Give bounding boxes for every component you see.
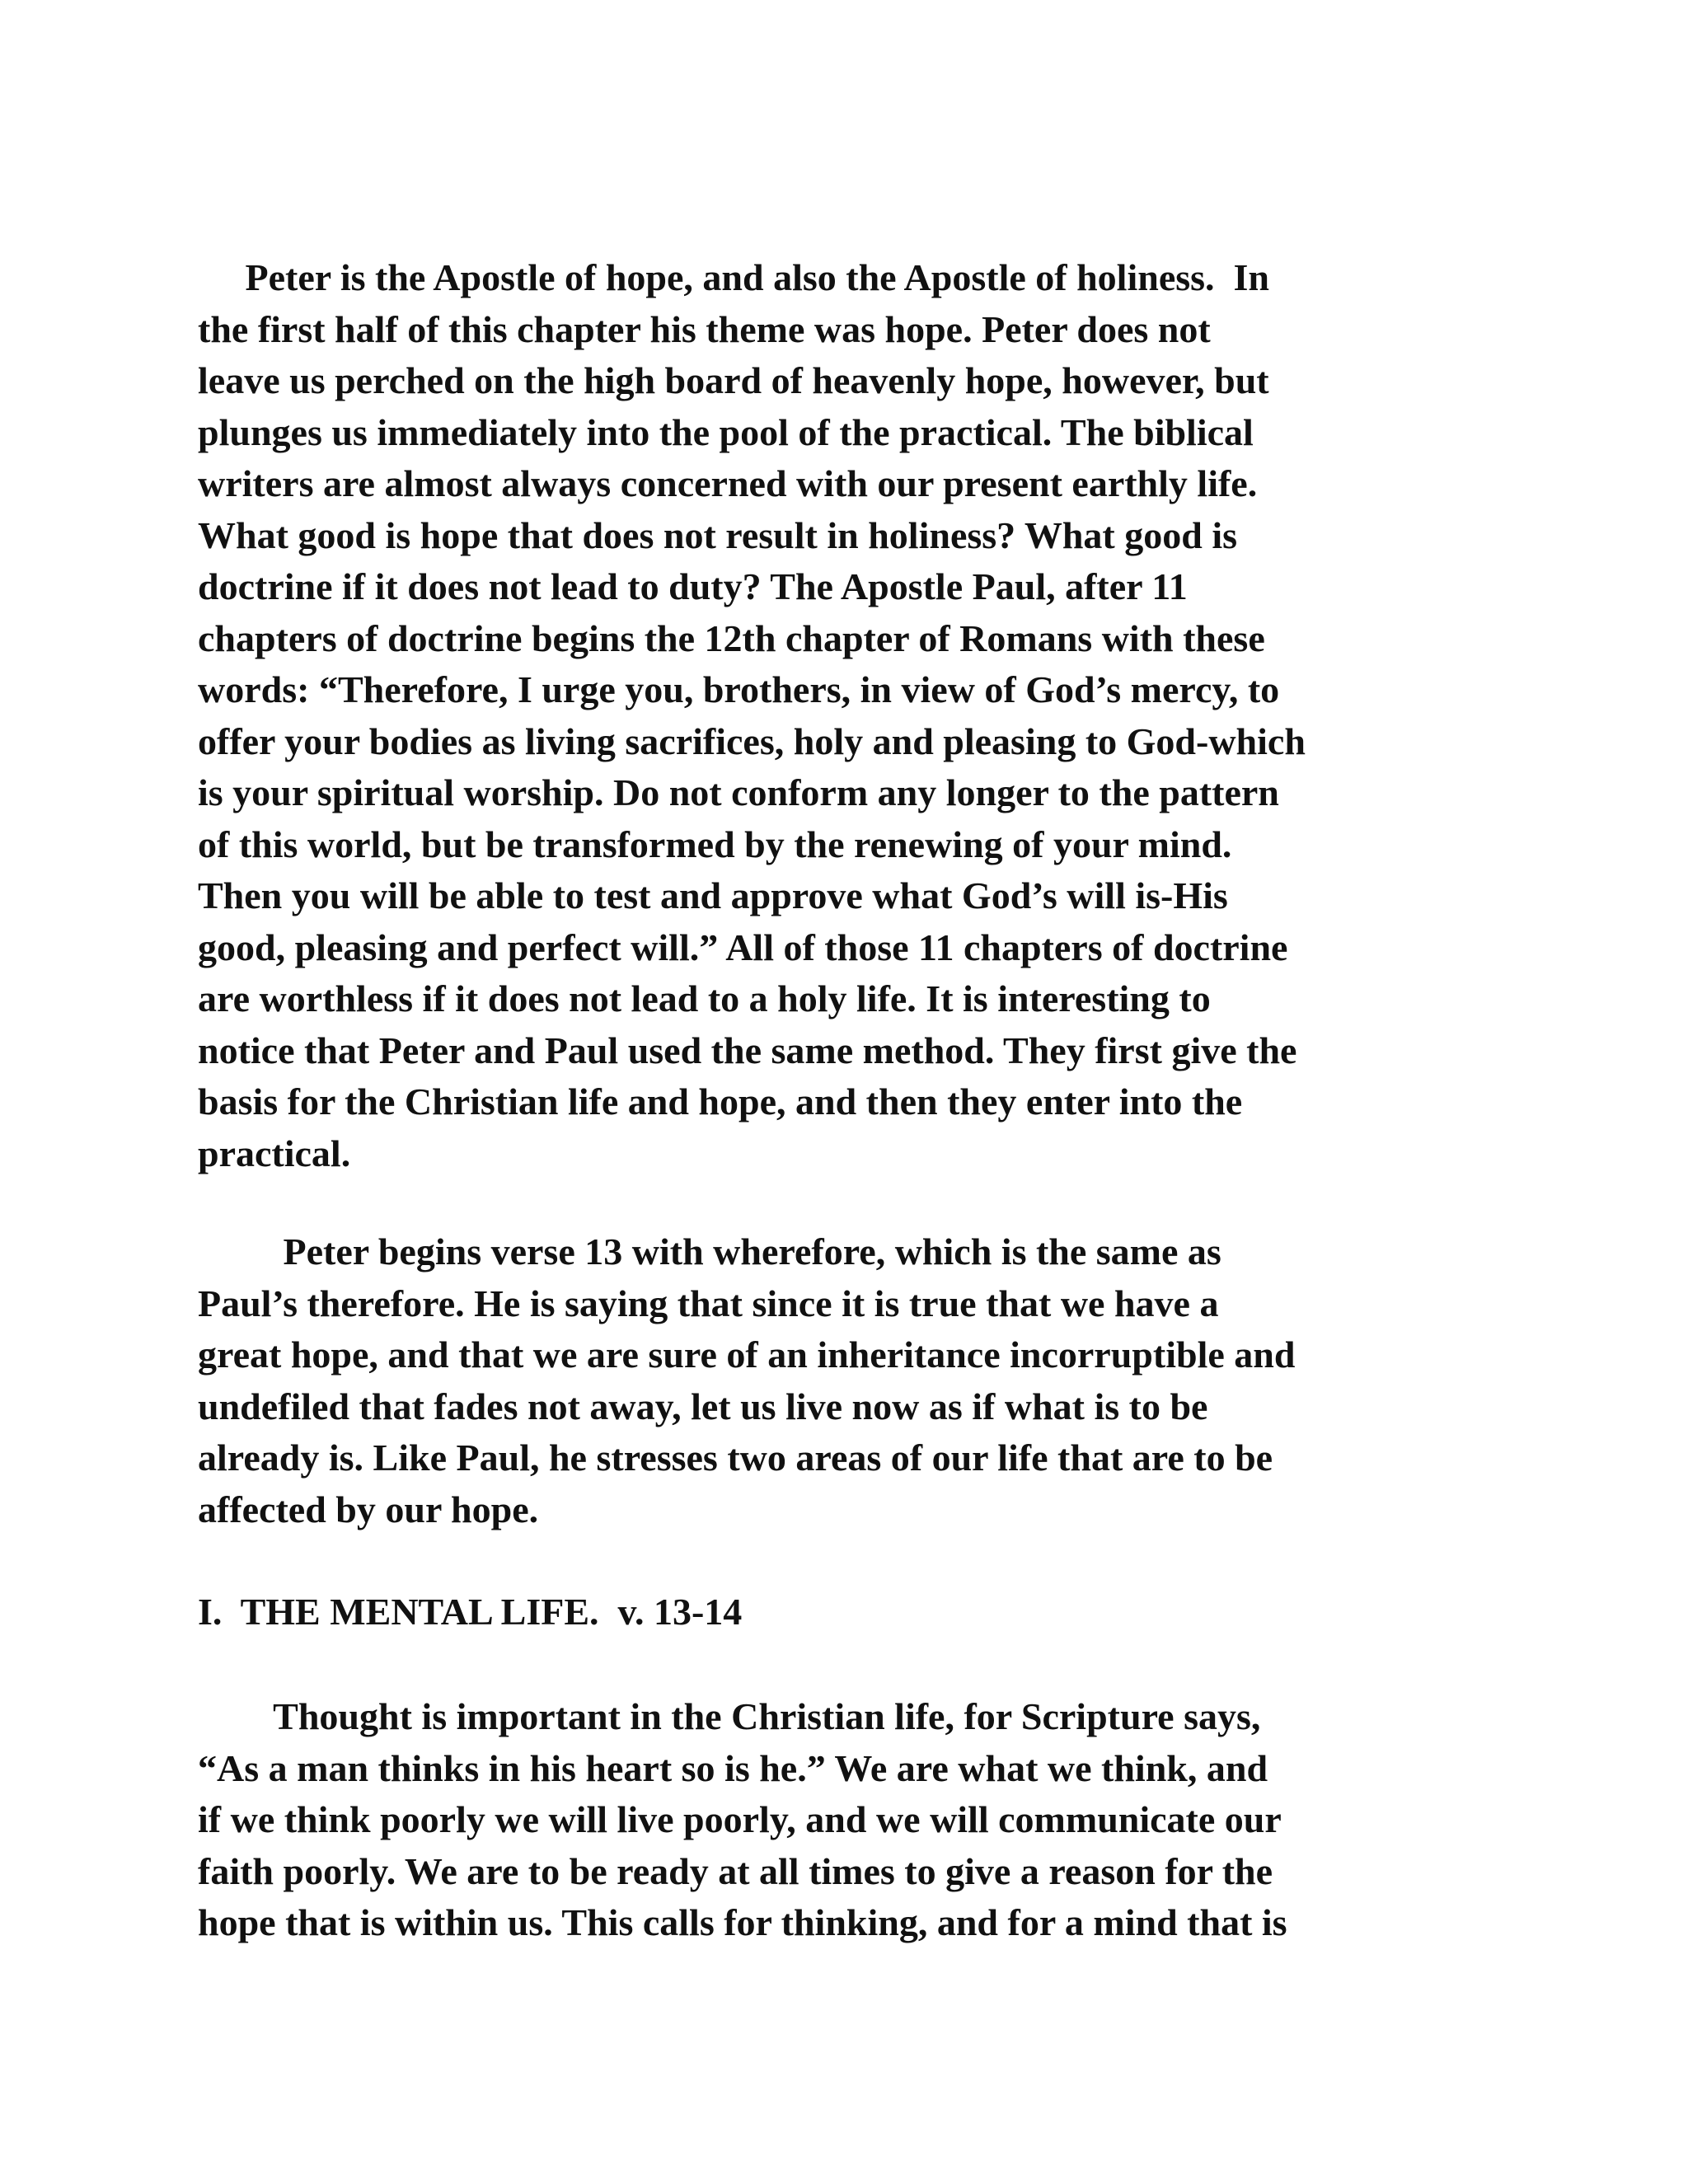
paragraph-mental-life [198,1691,1517,1949]
text-line: basis for the Christian life and hope, and then they enter into the [198,1080,1243,1122]
text-line: plunges us immediately into the pool of the practical. The biblical [198,410,1254,453]
text-line: offer your bodies as living sacrifices, holy and pleasing to God-which [198,719,1306,762]
text-line: affected by our hope. [198,1488,539,1530]
text-line: hope that is within us. This calls for thinking, and for a mind that is [198,1901,1287,1943]
text-line: “As a man thinks in his heart so is he.” We are what we think, and [198,1746,1268,1789]
text-line: What good is hope that does not result in holiness? What good is [198,513,1238,556]
text-line: doctrine if it does not lead to duty? The Apostle Paul, after 11 [198,565,1188,607]
text-line: chapters of doctrine begins the 12th chapter of Romans with these [198,616,1265,659]
text-line: Then you will be able to test and approve what God’s will is-His [198,874,1228,916]
text-line: faith poorly. We are to be ready at all times to give a reason for the [198,1849,1273,1892]
text-line: the first half of this chapter his theme was hope. Peter does not [198,307,1211,350]
text-line: Thought is important in the Christian life, for Scripture says, [198,1695,1261,1737]
text-line: leave us perched on the high board of heavenly hope, however, but [198,359,1269,401]
paragraph-verse-13 [198,1226,1517,1535]
section-heading [198,1586,1517,1638]
text-line: undefiled that fades not away, let us live now as if what is to be [198,1385,1208,1427]
text-line: are worthless if it does not lead to a holy life. It is interesting to [198,977,1211,1019]
text-line: good, pleasing and perfect will.” All of those 11 chapters of doctrine [198,926,1288,968]
text-line: great hope, and that we are sure of an inheritance incorruptible and [198,1333,1296,1376]
text-line: words: “Therefore, I urge you, brothers, in view of God’s mercy, to [198,668,1280,710]
text-line: already is. Like Paul, he stresses two areas of our life that are to be [198,1436,1273,1479]
text-line: is your spiritual worship. Do not conform any longer to the pattern [198,771,1279,813]
text-line: notice that Peter and Paul used the same method. They first give the [198,1029,1297,1071]
text-line: if we think poorly we will live poorly, and we will communicate our [198,1798,1282,1840]
text-line: Paul’s therefore. He is saying that since it is true that we have a [198,1282,1219,1324]
text-line: of this world, but be transformed by the renewing of your mind. [198,823,1232,865]
paragraph-apostle-of-hope [198,252,1517,1179]
text-line: writers are almost always concerned with our present earthly life. [198,462,1258,504]
section-heading-text: I. THE MENTAL LIFE. v. 13-14 [198,1591,743,1633]
text-line: Peter begins verse 13 with wherefore, which is the same as [198,1230,1221,1272]
text-line: practical. [198,1132,351,1174]
text-line: Peter is the Apostle of hope, and also the Apostle of holiness. In [198,256,1270,298]
